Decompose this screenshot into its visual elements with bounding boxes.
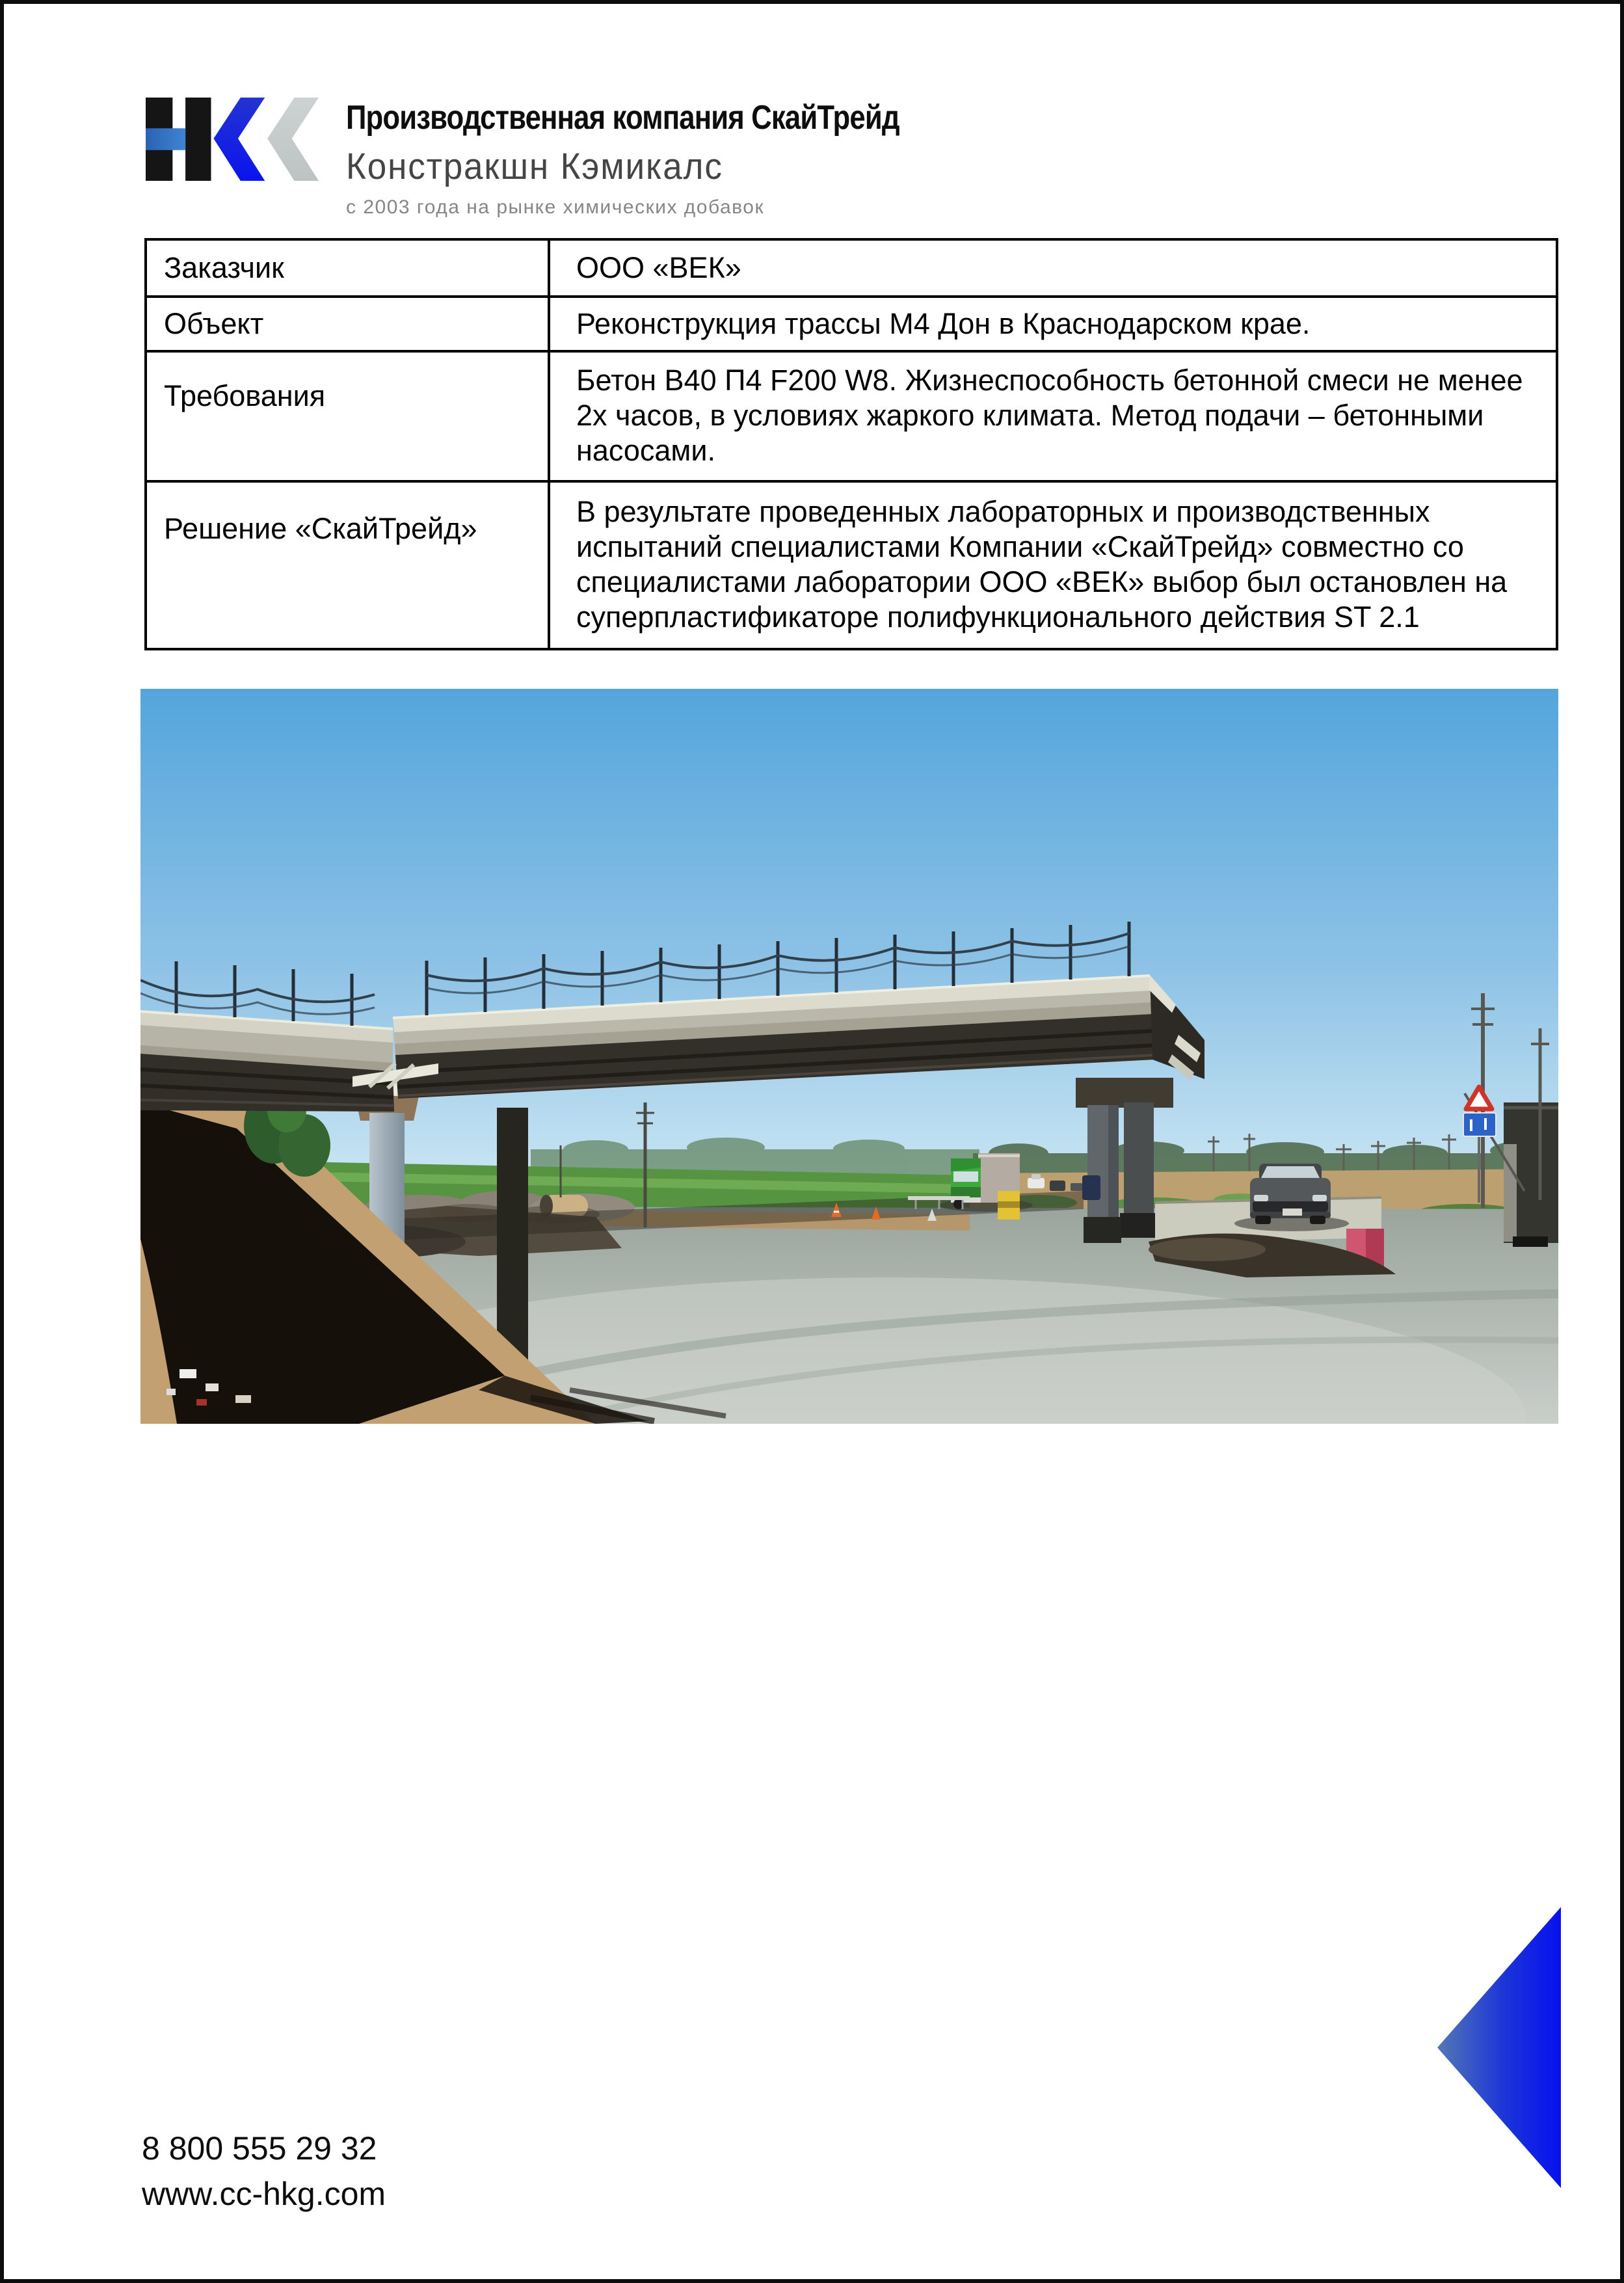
yellow-barrier: [998, 1191, 1020, 1220]
bridge-left-span: [140, 1011, 394, 1112]
company-logo: [146, 97, 1005, 219]
table-label-requirements: Требования: [147, 350, 550, 480]
construction-photo: [140, 689, 1558, 1424]
company-tagline: с 2003 года на рынке химических добавок: [346, 196, 765, 218]
table-label-solution: Решение «СкайТрейд»: [147, 480, 550, 648]
nkk-logo-icon: [146, 97, 319, 181]
dark-truck: [1504, 1102, 1558, 1247]
table-value-customer: ООО «ВЕК»: [550, 241, 1556, 295]
logo-text-block: [346, 97, 1005, 219]
table-label-customer: Заказчик: [147, 241, 550, 295]
table-value-requirements: Бетон В40 П4 F200 W8. Жизнеспособность бетонной смеси не менее 2х часов, в условиях жаркого климата. Метод подачи – бетонными насосами.: [550, 350, 1556, 480]
table-label-object: Объект: [147, 295, 550, 350]
company-name: Производственная компания СкайТрейд: [346, 99, 899, 137]
website-url: www.cc-hkg.com: [142, 2176, 386, 2212]
table-value-solution: В результате проведенных лабораторных и производственных испытаний специалистами Компании «СкайТрейд» совместно со специалистами лаборатории ООО «ВЕК» выбор был остановлен на суперпластификаторе полифункционального действия ST 2.1: [550, 480, 1556, 648]
phone-number: 8 800 555 29 32: [142, 2130, 377, 2167]
brand-name: Констракшн Кэмикалс: [346, 146, 723, 187]
sky: [140, 689, 1558, 1196]
table-value-object: Реконструкция трассы М4 Дон в Краснодарском крае.: [550, 295, 1556, 350]
footer-contacts: [142, 2126, 386, 2217]
case-study-table: [144, 238, 1558, 650]
accent-triangle: [1437, 1907, 1561, 2188]
